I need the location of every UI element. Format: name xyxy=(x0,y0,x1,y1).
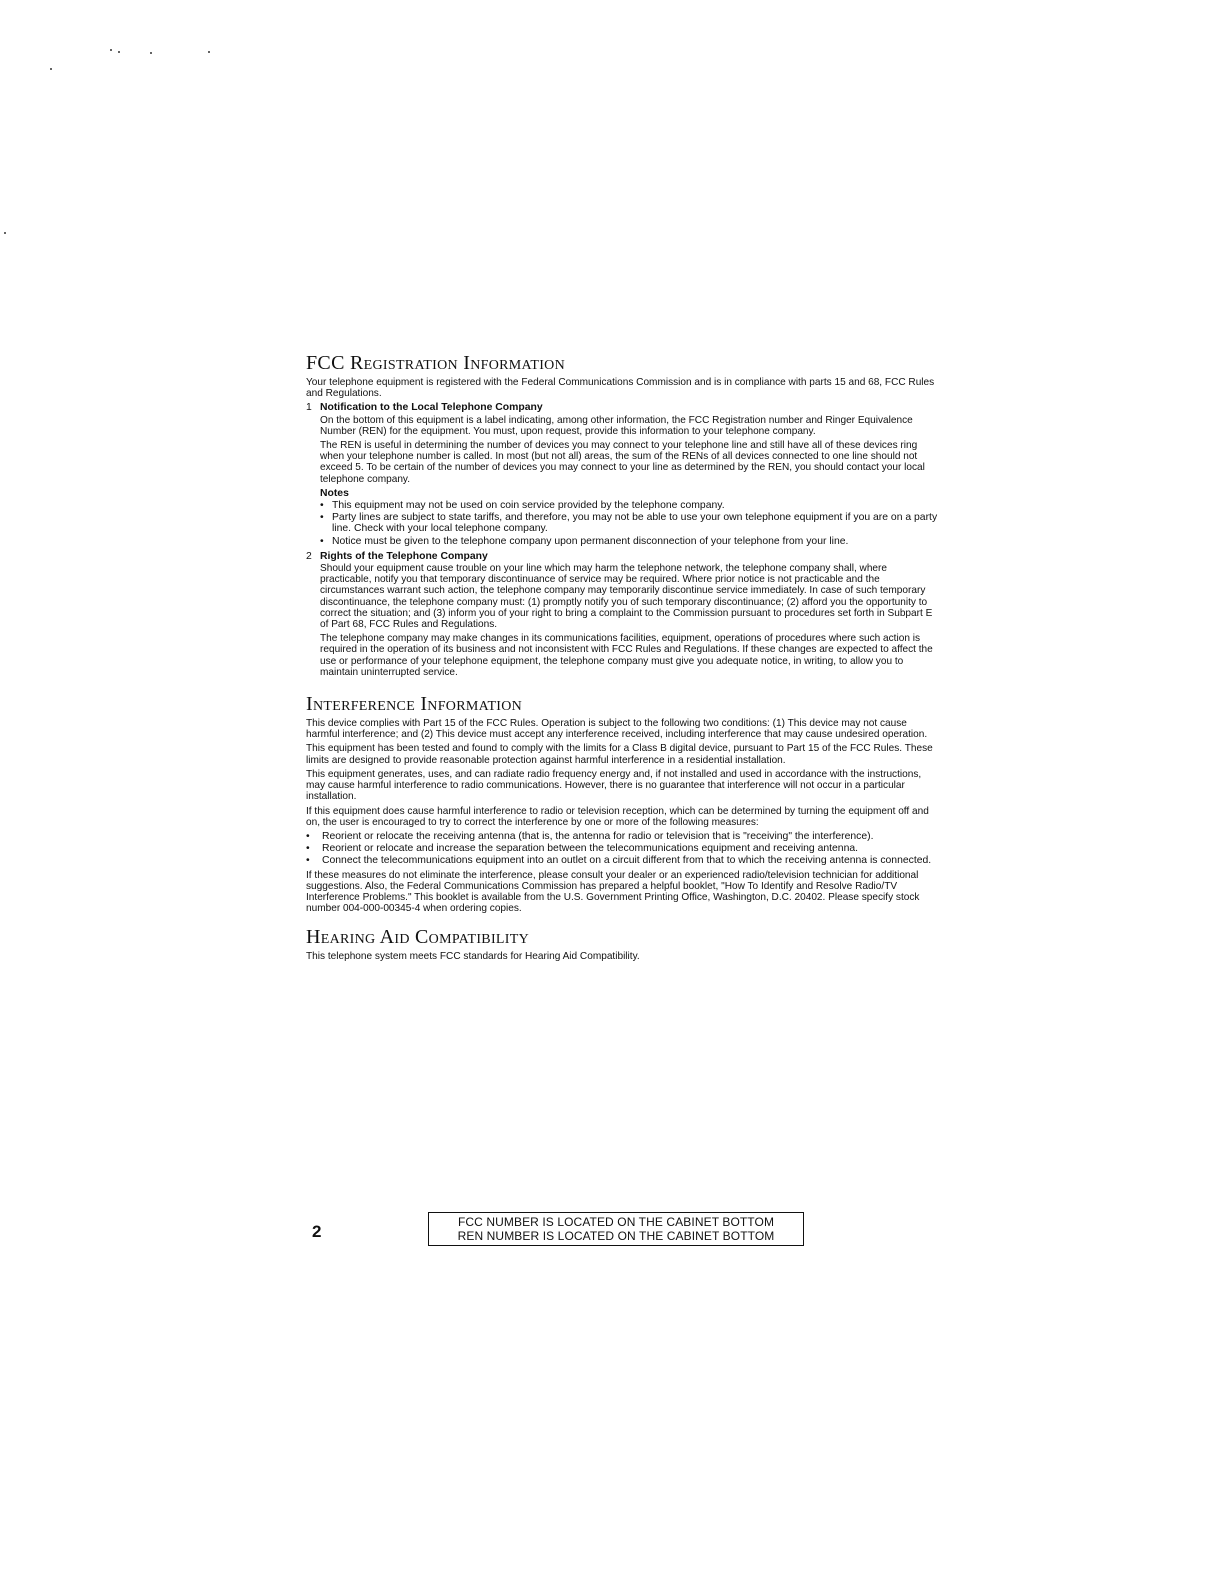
scan-speck xyxy=(150,52,152,54)
list-item-text: Connect the telecommunications equipment into an outlet on a circuit different from that to which the receiving antenna is connected. xyxy=(322,855,932,867)
list-item-text: Party lines are subject to state tariffs, and therefore, you may not be able to use your own telephone equipment if you are on a party line. Check with your local telephone company. xyxy=(332,512,938,535)
scan-speck xyxy=(50,68,52,70)
scan-speck xyxy=(4,232,6,234)
item-heading: Rights of the Telephone Company xyxy=(320,550,488,562)
scan-speck xyxy=(118,51,120,53)
item-number: 1 xyxy=(306,402,312,414)
interference-closing: If these measures do not eliminate the interference, please consult your dealer or an experienced radio/television technician for additional suggestions. Also, the Federal Communications Commission has prepared a helpful booklet, "How To Identify and Resolve Radio/TV Interference Problems." This booklet is available from the U.S. Government Printing Office, Washington, D.C. 20402. Please specify stock number 004-000-00345-4 when ordering copies. xyxy=(306,869,920,915)
notes-label: Notes xyxy=(320,487,349,499)
list-item xyxy=(320,512,956,534)
item-paragraph: On the bottom of this equipment is a label indicating, among other information, the FCC Registration number and Ringer Equivalence Number (REN) for the equipment. You must, upon request, provide this information to your telephone company. xyxy=(320,414,913,437)
item-paragraph: Should your equipment cause trouble on your line which may harm the telephone network, the telephone company shall, where practicable, notify you that temporary discontinuance of service may be required. Where prior notice is not practicable and the circumstances warrant such action, the telephone company may temporarily discontinue service immediately. In case of such temporary discontinuance, the telephone company must: (1) promptly notify you of such temporary discontinuance; (2) afford you the opportunity to correct the situation; and (3) inform you of your right to bring a complaint to the Commission pursuant to procedures set forth in Subpart E of Part 68, FCC Rules and Regulations. xyxy=(320,563,933,631)
fcc-registration-title: FCC Registration Information xyxy=(306,352,565,374)
bullet-icon: • xyxy=(306,843,310,855)
item-heading: Notification to the Local Telephone Company xyxy=(320,402,543,414)
list-item xyxy=(306,855,956,866)
list-item-text: Notice must be given to the telephone company upon permanent disconnection of your telephone from your line. xyxy=(332,535,849,547)
item-number: 2 xyxy=(306,550,312,562)
interference-title: Interference Information xyxy=(306,693,523,716)
list-item-text: Reorient or relocate the receiving antenna (that is, the antenna for radio or television that is "receiving" the interference). xyxy=(322,830,874,842)
hearing-aid-text: This telephone system meets FCC standards for Hearing Aid Compatibility. xyxy=(306,951,640,963)
fcc-ren-label-box xyxy=(428,1212,804,1246)
fcc-intro: Your telephone equipment is registered with the Federal Communications Commission and is in compliance with parts 15 and 68, FCC Rules and Regulations. xyxy=(306,377,935,400)
list-item-text: This equipment may not be used on coin service provided by the telephone company. xyxy=(332,500,725,512)
list-item xyxy=(320,500,956,511)
bullet-icon: • xyxy=(320,512,324,524)
box-line-fcc: FCC NUMBER IS LOCATED ON THE CABINET BOTTOM xyxy=(457,1215,775,1229)
interference-paragraph: This device complies with Part 15 of the FCC Rules. Operation is subject to the following two conditions: (1) This device may not cause harmful interference; and (2) This device must accept any interference received, including interference that may cause undesired operation. xyxy=(306,718,928,741)
item-body xyxy=(320,402,956,549)
item-paragraph: The telephone company may make changes in its communications facilities, equipment, operations of procedures where such action is required in the operation of its business and not inconsistent with FCC Rules and Regulations. If these changes are expected to affect the use or performance of your telephone equipment, the telephone company must give you adequate notice, in writing, to allow you to maintain uninterrupted service. xyxy=(320,633,933,678)
scan-speck xyxy=(110,49,112,51)
page-footer xyxy=(312,1212,812,1252)
interference-paragraph: This equipment generates, uses, and can radiate radio frequency energy and, if not installed and used in accordance with the instructions, may cause harmful interference to radio communications. However, there is no guarantee that interference will not occur in a particular installation. xyxy=(306,768,922,803)
page-number: 2 xyxy=(312,1222,322,1241)
item-body xyxy=(320,551,956,681)
interference-paragraph: This equipment has been tested and found to comply with the limits for a Class B digital device, pursuant to Part 15 of the FCC Rules. These limits are designed to provide reasonable protection against harmful interference in a residential installation. xyxy=(306,743,933,766)
bullet-icon: • xyxy=(320,535,324,547)
list-item xyxy=(306,843,956,854)
bullet-icon: • xyxy=(306,855,310,867)
measures-list xyxy=(306,831,956,867)
bullet-icon: • xyxy=(320,500,324,512)
scan-speck xyxy=(208,51,210,53)
fcc-item-1 xyxy=(306,402,956,549)
interference-paragraph: If this equipment does cause harmful interference to radio or television reception, which can be determined by turning the equipment off and on, the user is encouraged to try to correct the interference by one or more of the following measures: xyxy=(306,805,929,828)
hearing-aid-title: Hearing Aid Compatibility xyxy=(306,926,529,949)
item-paragraph: The REN is useful in determining the number of devices you may connect to your telephone line and still have all of these devices ring when your telephone number is called. In most (but not all) areas, the sum of the RENs of all devices connected to one line should not exceed 5. To be certain of the number of devices you may connect to your line as determined by the REN, you should contact your local telephone company. xyxy=(320,440,925,485)
notes-list xyxy=(320,500,956,547)
list-item-text: Reorient or relocate and increase the separation between the telecommunications equipment and receiving antenna. xyxy=(322,843,859,855)
fcc-item-2 xyxy=(306,551,956,681)
list-item xyxy=(306,831,956,842)
document-body xyxy=(306,352,956,966)
list-item xyxy=(320,536,956,547)
box-line-ren: REN NUMBER IS LOCATED ON THE CABINET BOTTOM xyxy=(457,1229,775,1243)
bullet-icon: • xyxy=(306,830,310,842)
